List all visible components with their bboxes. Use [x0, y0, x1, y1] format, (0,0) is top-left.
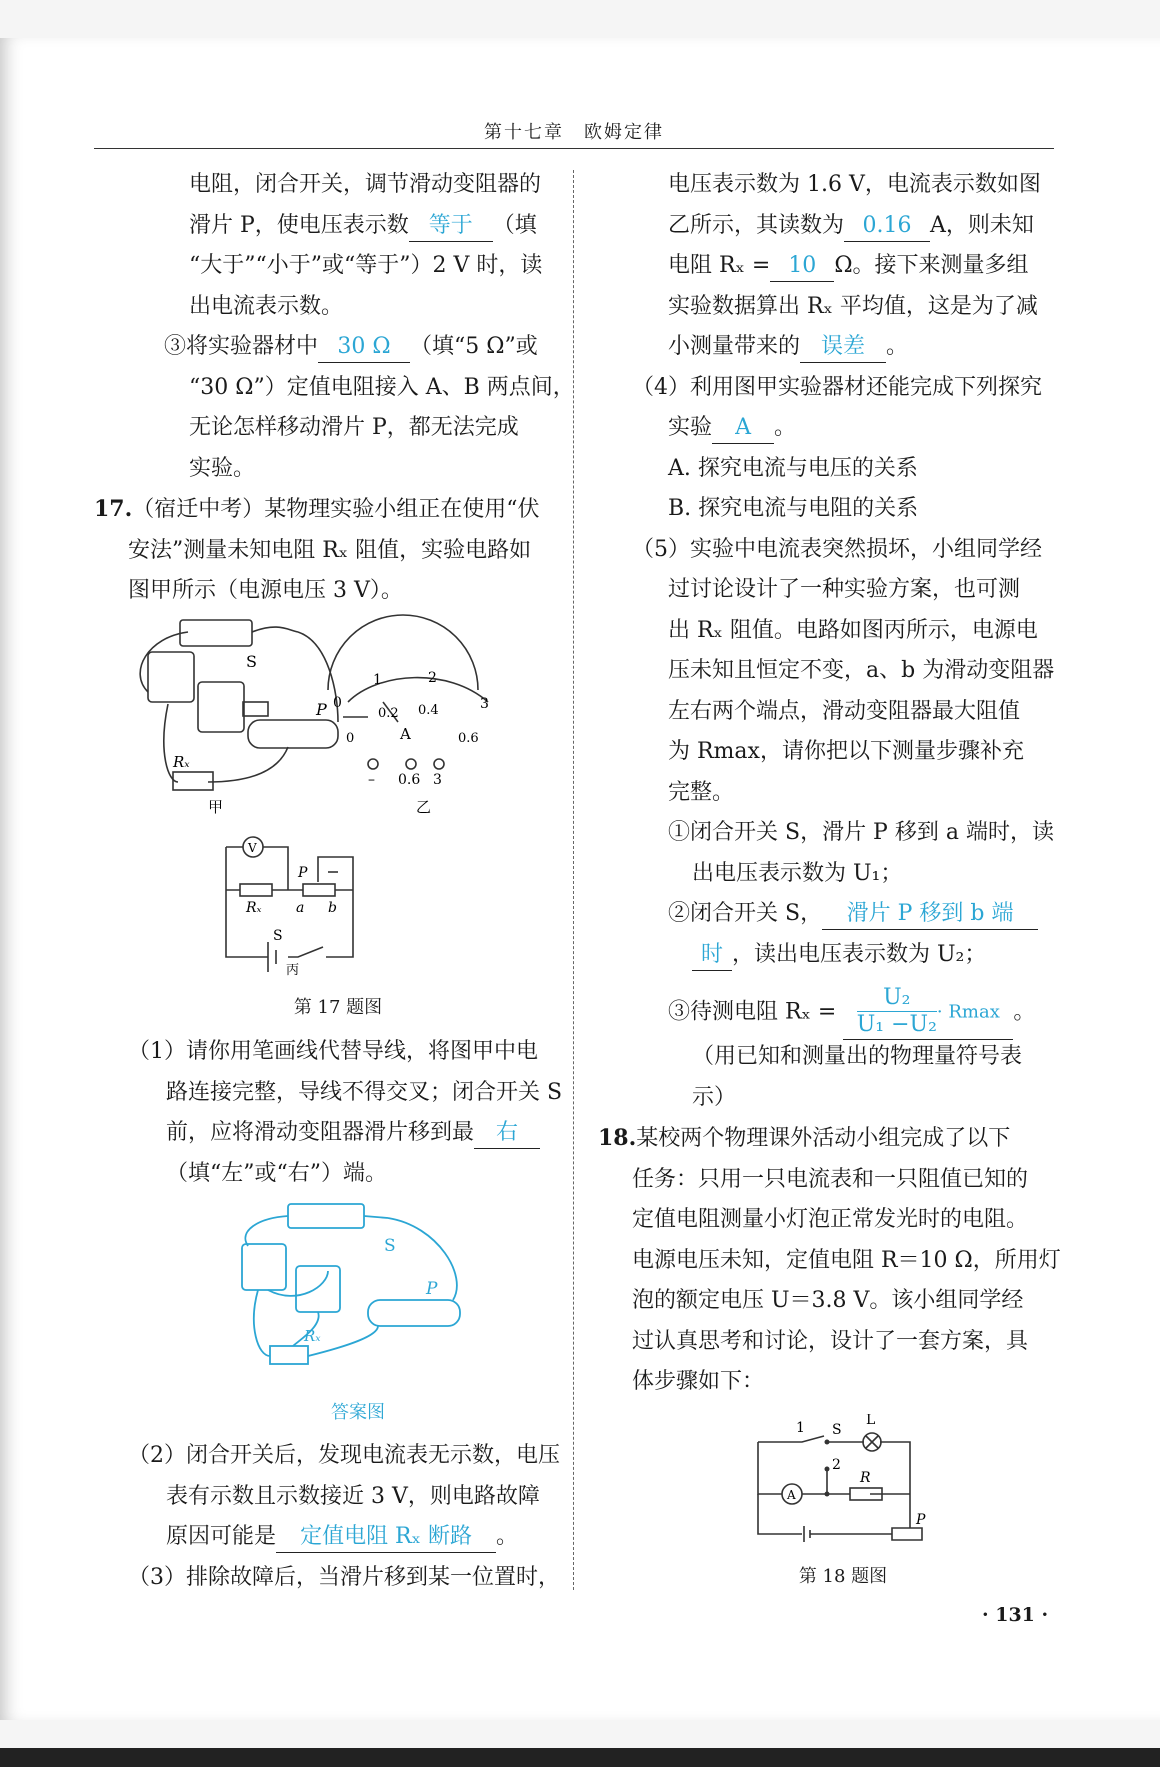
text-line: 安法”测量未知电阻 Rₓ 阻值，实验电路如	[128, 537, 532, 563]
answer-figure-caption: 答案图	[331, 1402, 385, 1423]
ans-label-P: P	[426, 1279, 438, 1299]
figure-18-caption: 第 18 题图	[798, 1566, 888, 1587]
label-P-bing: P	[298, 865, 308, 881]
text-line: 体步骤如下：	[632, 1369, 765, 1394]
figure-17-caption: 第 17 题图	[293, 997, 383, 1018]
option-a: A. 探究电流与电压的关系	[668, 455, 918, 481]
page-number: · 131 ·	[982, 1604, 1049, 1626]
text-line: 左右两个端点，滑动变阻器最大阻值	[668, 698, 1021, 724]
label-2: 2	[832, 1457, 841, 1473]
fraction: $\frac{\text{U₂}}{\text{U₁ −U₂}}$	[856, 985, 937, 1037]
chapter-title: 第十七章 欧姆定律	[484, 122, 664, 143]
text-line: 完整。	[668, 779, 735, 805]
scale-b0: 0	[346, 731, 355, 746]
terminal-3: 3	[433, 772, 442, 788]
bottom-bar	[0, 1748, 1160, 1767]
text-line: ②闭合开关 S， 滑片 P 移到 b 端	[598, 894, 1058, 935]
text-line: 过讨论设计了一种实验方案，也可测	[668, 577, 1021, 602]
terminal-minus: –	[368, 772, 375, 788]
text-line: 原因可能是 定值电阻 Rₓ 断路 。	[128, 1517, 558, 1558]
scale-b04: 0.4	[418, 703, 439, 718]
scale-1: 1	[373, 672, 382, 688]
label-Rx: Rₓ	[173, 753, 190, 771]
text-line: （用已知和测量出的物理量符号表	[692, 1044, 1023, 1069]
label-R: R	[860, 1470, 871, 1486]
label-a: a	[296, 900, 305, 916]
text-line: 电压表示数为 1.6 V，电流表示数如图	[668, 172, 1041, 197]
label-1: 1	[796, 1420, 805, 1436]
answer-blank: A	[712, 413, 774, 444]
text-line: （1）请你用笔画线代替导线，将图甲中电	[128, 1039, 538, 1064]
text-line: 无论怎样移动滑片 P，都无法完成	[189, 415, 519, 440]
text-line: （4）利用图甲实验器材还能完成下列探究	[632, 374, 1042, 400]
text-line: 时 ，读出电压表示数为 U₂；	[598, 935, 1058, 976]
answer-blank: 滑片 P 移到 b 端	[822, 899, 1038, 930]
text-line: 出 Rₓ 阻值。电路如图丙所示，电源电	[668, 617, 1038, 643]
text-line: 电阻 Rₓ = 10 Ω。接下来测量多组	[598, 246, 1058, 287]
text-line: “30 Ω”）定值电阻接入 A、B 两点间，	[189, 374, 575, 400]
answer-blank: 10	[770, 251, 834, 282]
label-L: L	[866, 1414, 876, 1428]
question-number: 17.	[94, 496, 133, 522]
text-line: 小测量带来的 误差 。	[598, 327, 1058, 368]
text-line: 出电压表示数为 U₁；	[692, 860, 903, 886]
text-line: 压未知且恒定不变，a、b 为滑动变阻器	[668, 658, 1055, 683]
text-line: （填“左”或“右”）端。	[166, 1160, 387, 1186]
label-S18: S	[832, 1422, 842, 1438]
option-b: B. 探究电流与电阻的关系	[668, 496, 919, 521]
text-line: 18.某校两个物理课外活动小组完成了以下	[598, 1125, 1011, 1151]
answer-blank: 30 Ω	[318, 332, 410, 363]
text-line: 出电流表示数。	[189, 293, 344, 319]
answer-blank: 时	[692, 940, 732, 971]
label-bing: 丙	[286, 963, 300, 978]
text-line: （5）实验中电流表突然损坏，小组同学经	[632, 536, 1042, 562]
text-line: ③将实验器材中 30 Ω （填“5 Ω”或	[94, 327, 554, 368]
label-Rx-bing: Rₓ	[246, 900, 262, 916]
text-line: 电阻，闭合开关，调节滑动变阻器的	[189, 172, 542, 197]
scale-0: 0	[333, 695, 342, 711]
label-A18: A	[787, 1488, 796, 1502]
text-line: 乙所示，其读数为 0.16 A，则未知	[598, 206, 1058, 247]
terminal-06: 0.6	[398, 772, 421, 788]
text-line: 表有示数且示数接近 3 V，则电路故障	[166, 1483, 540, 1509]
text-line: 示）	[692, 1084, 737, 1110]
chapter-header	[94, 98, 1054, 149]
text-line: 过认真思考和讨论，设计了一套方案，具	[632, 1328, 1029, 1354]
text-line: 定值电阻测量小灯泡正常发光时的电阻。	[632, 1207, 1029, 1232]
scale-3: 3	[480, 696, 489, 712]
text-line: “大于”“小于”或“等于”）2 V 时，读	[189, 253, 543, 278]
formula-blank: $\frac{\text{U₂}}{\text{U₁ −U₂}}$ · Rmax	[843, 985, 1013, 1040]
text-line: 前，应将滑动变阻器滑片移到最 右	[128, 1113, 558, 1154]
answer-blank: 右	[474, 1118, 540, 1149]
text-line: ③待测电阻 Rₓ = $\frac{\text{U₂}}{\text{U₁ −U₂}}$ · Rmax 。	[598, 985, 1058, 1037]
label-S-bing: S	[273, 928, 283, 944]
label-jia: 甲	[208, 798, 224, 816]
left-part2	[128, 1436, 558, 1598]
figure-17	[128, 612, 558, 982]
scale-2: 2	[428, 670, 437, 686]
answer-blank: 定值电阻 Rₓ 断路	[276, 1522, 496, 1553]
answer-blank: 等于	[409, 211, 493, 242]
ammeter-A: A	[400, 725, 411, 743]
figure-18	[752, 1414, 942, 1554]
answer-blank: 误差	[800, 332, 886, 363]
text-line: 实验 A 。	[598, 408, 1058, 449]
label-P: P	[316, 700, 327, 719]
answer-blank: 0.16	[844, 211, 930, 242]
text-line: 滑片 P，使电压表示数 等于 （填	[94, 206, 554, 247]
question-number: 18.	[598, 1125, 637, 1151]
label-b: b	[328, 900, 337, 916]
text-line: （3）排除故障后，当滑片移到某一位置时，	[128, 1564, 560, 1590]
text-line: 实验数据算出 Rₓ 平均值，这是为了减	[668, 293, 1038, 319]
text-line: 路连接完整，导线不得交叉；闭合开关 S	[166, 1079, 563, 1105]
right-column	[598, 165, 1061, 1403]
ans-label-S: S	[384, 1236, 396, 1256]
text-line: ①闭合开关 S，滑片 P 移到 a 端时，读	[668, 820, 1054, 845]
left-column-top	[94, 165, 575, 612]
text-line: 泡的额定电压 U＝3.8 V。该小组同学经	[632, 1288, 1024, 1313]
label-yi: 乙	[416, 798, 432, 816]
text-line: 17.（宿迁中考）某物理实验小组正在使用“伏	[94, 496, 540, 522]
label-P18: P	[916, 1512, 926, 1528]
scale-b06: 0.6	[458, 731, 479, 746]
left-part1	[128, 1032, 563, 1194]
text-line: 实验。	[189, 455, 256, 481]
text-line: 电源电压未知，定值电阻 R＝10 Ω，所用灯	[632, 1247, 1061, 1273]
text-line: 为 Rmax，请你把以下测量步骤补充	[668, 739, 1024, 764]
voltmeter-V: V	[248, 841, 257, 855]
text-line: 任务：只用一只电流表和一只阻值已知的	[632, 1166, 1029, 1192]
scale-b02: 0.2	[378, 706, 399, 721]
text-line: 图甲所示（电源电压 3 V）。	[128, 578, 403, 603]
answer-figure	[238, 1196, 478, 1376]
label-S: S	[246, 652, 257, 671]
ans-label-Rx: Rₓ	[304, 1327, 321, 1345]
text-line: （2）闭合开关后，发现电流表无示数，电压	[128, 1443, 560, 1468]
